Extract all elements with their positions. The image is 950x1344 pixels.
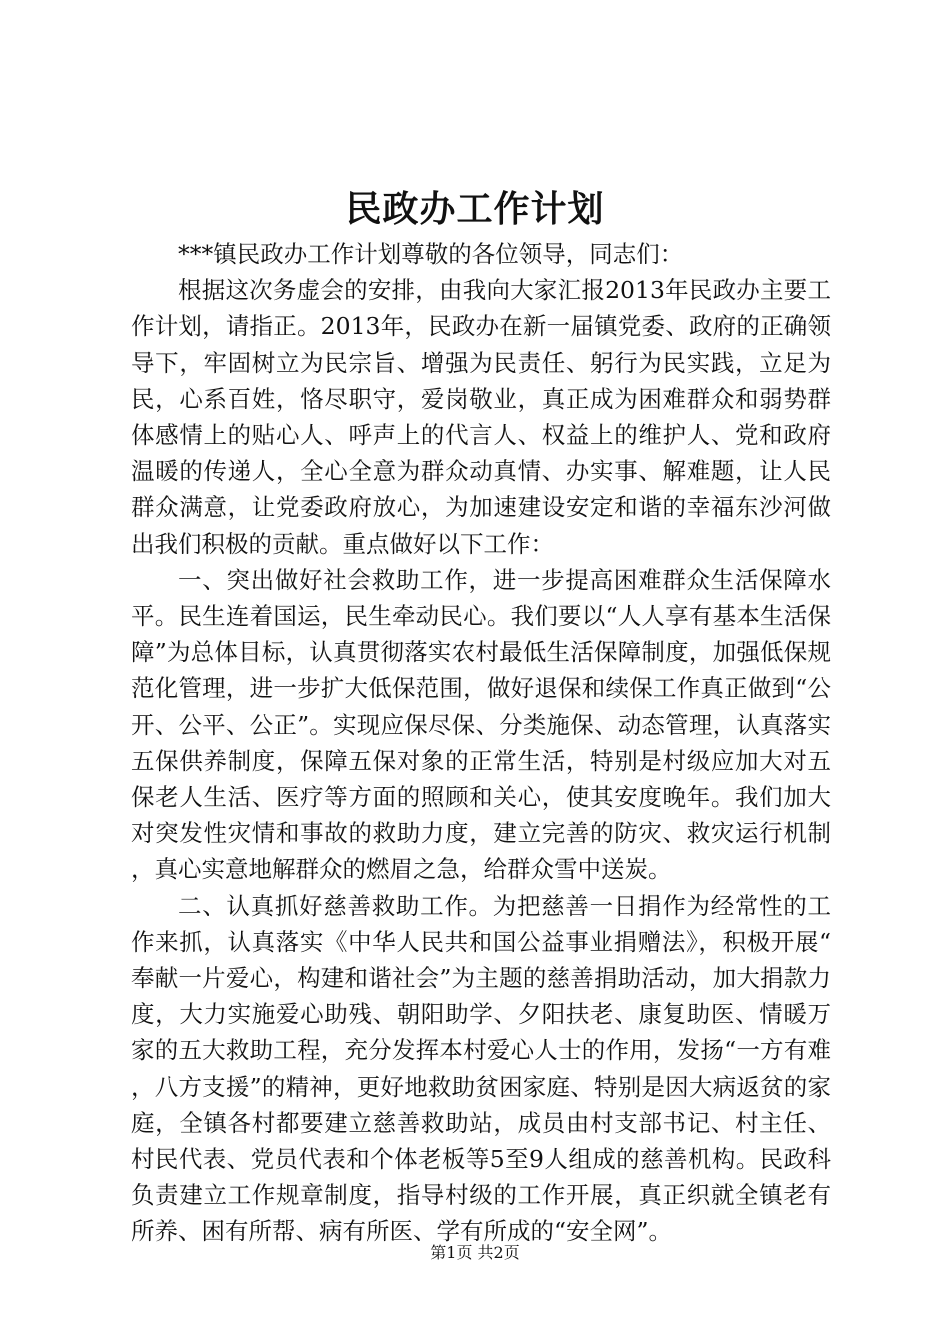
section-two-paragraph: 二、认真抓好慈善救助工作。为把慈善一日捐作为经常性的工作来抓，认真落实《中华人民共和国公益事业捐赠法》，积极开展“奉献一片爱心，构建和谐社会”为主题的慈善捐助活动，加大捐款力度，大力实施爱心助残、朝阳助学、夕阳扶老、康复助医、情暖万家的五大救助工程，充分发挥本村爱心人士的作用，发扬“一方有难，八方支援”的精神，更好地救助贫困家庭、特别是因大病返贫的家庭，全镇各村都要建立慈善救助站，成员由村支部书记、村主任、村民代表、党员代表和个体老板等5至9人组成的慈善机构。民政科负责建立工作规章制度，指导村级的工作开展，真正织就全镇老有所养、困有所帮、病有所医、学有所成的“安全网”。 (131, 891, 831, 1246)
intro-paragraph: 根据这次务虚会的安排，由我向大家汇报2013年民政办主要工作计划，请指正。2013年，民政办在新一届镇党委、政府的正确领导下，牢固树立为民宗旨、增强为民责任、躬行为民实践，立足为民，心系百姓，恪尽职守，爱岗敬业，真正成为困难群众和弱势群体感情上的贴心人、呼声上的代言人、权益上的维护人、党和政府温暖的传递人，全心全意为群众动真情、办实事、解难题，让人民群众满意，让党委政府放心，为加速建设安定和谐的幸福东沙河做出我们积极的贡献。重点做好以下工作： (131, 276, 831, 558)
document-title: 民政办工作计划 (345, 188, 605, 230)
section-one-paragraph: 一、突出做好社会救助工作，进一步提高困难群众生活保障水平。民生连着国运，民生牵动民心。我们要以“人人享有基本生活保障”为总体目标，认真贯彻落实农村最低生活保障制度，加强低保规范化管理，进一步扩大低保范围，做好退保和续保工作真正做到“公开、公平、公正”。实现应保尽保、分类施保、动态管理，认真落实五保供养制度，保障五保对象的正常生活，特别是村级应加大对五保老人生活、医疗等方面的照顾和关心，使其安度晚年。我们加大对突发性灾情和事故的救助力度，建立完善的防灾、救灾运行机制，真心实意地解群众的燃眉之急，给群众雪中送炭。 (131, 565, 831, 884)
page-number-footer: 第1页 共2页 (430, 1243, 520, 1262)
salutation-paragraph: ***镇民政办工作计划尊敬的各位领导，同志们： (178, 240, 684, 268)
document-body (131, 236, 831, 1250)
